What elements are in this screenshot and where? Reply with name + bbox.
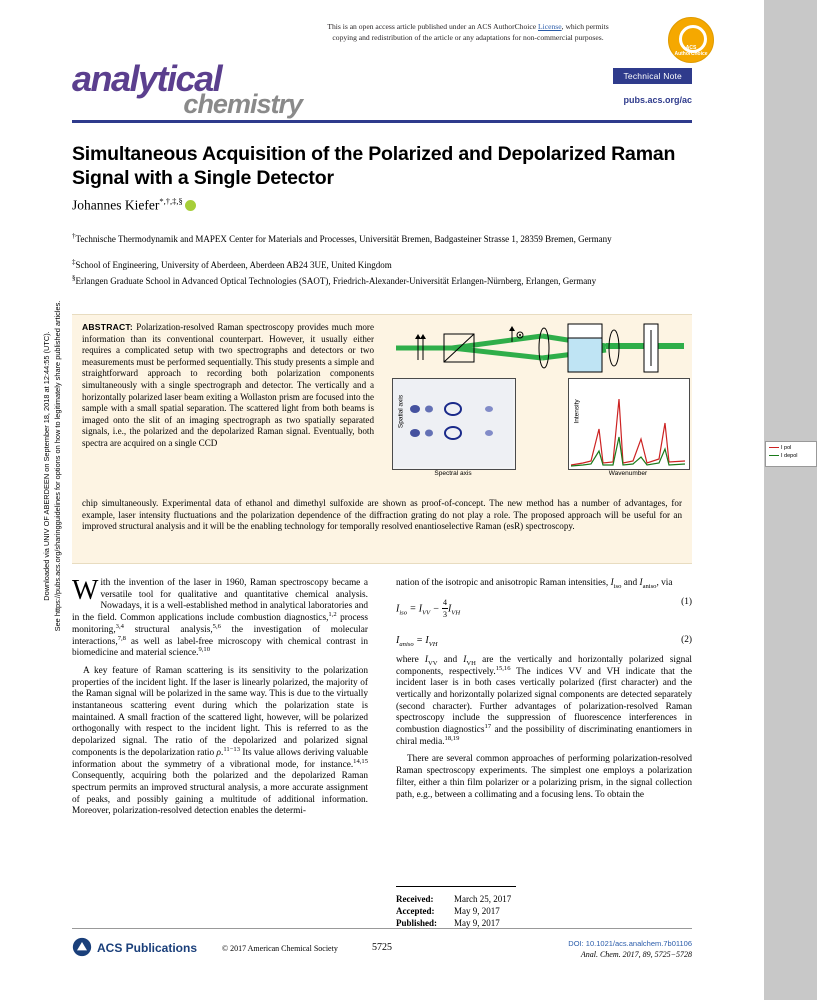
affiliation-2 bbox=[72, 256, 692, 272]
abstract-text bbox=[82, 322, 374, 450]
download-line-1: Downloaded via UNIV OF ABERDEEN on September 18, 2018 at 12:44:55 (UTC). bbox=[42, 331, 51, 601]
date-accepted-label: Accepted: bbox=[396, 906, 435, 916]
affiliation-3-mark: § bbox=[72, 274, 76, 282]
citation-text: Anal. Chem. 2017, 89, 5725−5728 bbox=[580, 950, 692, 959]
figure-right-ylabel: Intensity bbox=[573, 399, 581, 424]
date-received bbox=[396, 893, 686, 905]
page-title: Simultaneous Acquisition of the Polarized and Depolarized Raman Signal with a Single Detector bbox=[72, 143, 676, 189]
body-right-paragraph-3: There are several common approaches of performing polarization-resolved Raman spectroscopy experiments. The simplest one employs a polarization filter, either a thin film polarizer or a polarizing prism, in the signal collection path, e.g., between a collimating and a focusing lens. To obtain the bbox=[396, 754, 692, 800]
article-type-badge: Technical Note bbox=[613, 68, 692, 84]
abstract-label: ABSTRACT: bbox=[82, 322, 133, 332]
equation-2: $I_{aniso} = I_{VH}$ (2) bbox=[396, 635, 692, 649]
legend-item-pol bbox=[769, 444, 813, 452]
body-paragraph-2: A key feature of Raman scattering is its sensitivity to the polarization properties of the incident light. If the laser is linearly polarized, the majority of the Raman signal will be polarized in the same way. This is due to the virtually instantaneous scattering event during which the polarization state is maintained. A small fraction of the scattered light, however, will be polarized orthogonally with respect to the incident light. This is referred to as the depolarized signal. The ratio of the depolarized and polarized signal components is the depolarization ratio ρ.$^{11-13}$ Its value allows deriving valuable information about the symmetry of a vibrational mode, for instance.$^{14,15}$ Consequently, acquiring both the polarized and the depolarized Raman spectrum permits an improved structural analysis, a more accurate assignment of peaks, and possibly gaining a multitude of additional information. Moreover, polarization-resolved detection enables the determi- bbox=[72, 665, 368, 817]
affiliation-1-text: Technische Thermodynamik and MAPEX Center for Materials and Processes, Universität Bremen, Badgasteiner Strasse 1, 28359 Bremen, Germany bbox=[75, 234, 612, 244]
date-published-value: May 9, 2017 bbox=[454, 918, 500, 928]
body-column-right bbox=[396, 578, 692, 801]
author-name: Johannes Kiefer bbox=[72, 197, 160, 213]
optical-setup-schematic bbox=[392, 322, 688, 378]
equation-1: $I_{iso} = I_{VV}$ − $\frac{4}{3}$ $I_{VH}$ (1) bbox=[396, 596, 692, 620]
license-link[interactable]: License bbox=[538, 22, 562, 31]
figure-right-xlabel: Wavenumber bbox=[608, 470, 648, 477]
copyright-text: © 2017 American Chemical Society bbox=[222, 944, 338, 953]
body-right-paragraph-2: where $I_{VV}$ and $I_{VH}$ are the vertically and horizontally polarized signal components, respectively.$^{15,16}$ The indices VV and VH indicate that the incident laser is in both cases vertically polarized (first character) and the vertically and horizontally polarized signal components are detected separately (second character). Further advantages of polarization-resolved Raman spectroscopy include the suppression of fluorescence interferences in combustion diagnostics$^{17}$ and the possibility of discriminating enantiomers in chiral media.$^{18,19}$ bbox=[396, 654, 692, 747]
oa-line2: copying and redistribution of the article or any adaptations for non-commercial purposes. bbox=[332, 32, 604, 42]
ccd-spot-image bbox=[393, 379, 513, 467]
legend-label-depol: I depol bbox=[781, 453, 798, 459]
affiliation-2-mark: ‡ bbox=[72, 258, 76, 266]
date-published-label: Published: bbox=[396, 918, 438, 928]
legend-swatch-depol bbox=[769, 455, 779, 457]
abstract-body: Polarization-resolved Raman spectroscopy provides much more information than its conventional counterpart. However, it usually either requires a complicated setup with two spectrographs and detectors or two measurements must be performed sequentially. This study presents a simple and straightforward approach to recording both polarization components simultaneously with a single spectrograph and detector. The vertically and a horizontally polarized laser beam exiting a Wollaston prism are focused into the sample with a small spatial separation. The scattered light from both beams is imaged onto the slit of an imaging spectrograph as two spatially separated signals, i.e., the polarized and the depolarized Raman signal. Eventually, both spectra are acquired on a single CCD bbox=[82, 322, 374, 448]
toc-graphic bbox=[392, 322, 798, 490]
body-column-left bbox=[72, 575, 368, 818]
legend-swatch-pol bbox=[769, 447, 779, 449]
affiliation-3 bbox=[72, 272, 692, 288]
author-marks: *,†,‡,§ bbox=[159, 196, 183, 206]
abstract-tail: chip simultaneously. Experimental data of ethanol and dimethyl sulfoxide are shown as proof-of-concept. The new method has a number of advantages, for example, laser intensity fluctuations and the polarization dependence of the diffraction grating do not play a role. The proposed approach will be useful for an improved structural analysis and it will be the enabling technology for temporally resolved enantioselective Raman (esR) spectroscopy. bbox=[82, 498, 682, 532]
date-received-value: March 25, 2017 bbox=[454, 894, 512, 904]
ccd-image-panel bbox=[392, 378, 516, 470]
affiliation-2-text: School of Engineering, University of Aberdeen, Aberdeen AB24 3UE, United Kingdom bbox=[75, 260, 392, 270]
date-received-label: Received: bbox=[396, 894, 434, 904]
figure-left-xlabel: Spectral axis bbox=[434, 470, 472, 477]
equation-2-number: (2) bbox=[681, 635, 692, 646]
publisher-name[interactable]: ACS Publications bbox=[97, 941, 198, 955]
legend-label-pol: I pol bbox=[781, 445, 792, 451]
authorchoice-badge-label: ACS AuthorChoice bbox=[674, 45, 708, 57]
legend-item-depol bbox=[769, 452, 813, 460]
download-line-2: See https://pubs.acs.org/sharingguidelines for options on how to legitimately share published articles. bbox=[53, 300, 62, 632]
dates-divider bbox=[396, 886, 516, 887]
body-paragraph-1 bbox=[72, 575, 368, 660]
affiliation-3-text: Erlangen Graduate School in Advanced Optical Technologies (SAOT), Friedrich-Alexander-Universität Erlangen-Nürnberg, Erlangen, Germany bbox=[75, 276, 597, 286]
masthead-divider bbox=[72, 120, 692, 123]
orcid-icon[interactable] bbox=[185, 200, 196, 211]
oa-line1-post: , which permits bbox=[561, 22, 609, 31]
figure-left-ylabel: Spatial axis bbox=[397, 394, 405, 429]
oa-line1-pre: This is an open access article published under an ACS AuthorChoice bbox=[327, 22, 539, 31]
download-provenance-note bbox=[41, 296, 63, 636]
spectrum-legend bbox=[765, 441, 817, 467]
author-list bbox=[72, 196, 692, 214]
publication-dates bbox=[396, 893, 686, 929]
spectrum-panel bbox=[568, 378, 798, 470]
journal-title-word-2: chemistry bbox=[183, 89, 302, 119]
body-paragraph-1-text: ith the invention of the laser in 1960, Raman spectroscopy became a versatile tool for qualitative and quantitative chemical analysis. Nowadays, it is a well-established method in analytical laboratories and in the field. Common applications include combustion diagnostics,$^{1,2}$ process monitoring,$^{3,4}$ structural analysis,$^{5,6}$ the investigation of molecular interactions,$^{7,8}$ as well as label-free microscopy with chemical contrast in biomedicine and material science.$^{9,10}$ bbox=[72, 578, 368, 659]
acs-authorchoice-badge bbox=[668, 17, 714, 63]
doi-block bbox=[568, 938, 692, 960]
footer-divider bbox=[72, 928, 692, 929]
journal-title-word-1: analytical bbox=[72, 58, 222, 99]
journal-masthead bbox=[72, 58, 302, 119]
body-right-paragraph-1: nation of the isotropic and anisotropic Raman intensities, $I_{iso}$ and $I_{aniso}$, via bbox=[396, 578, 673, 590]
date-accepted bbox=[396, 905, 686, 917]
page-number: 5725 bbox=[372, 942, 392, 953]
open-access-banner bbox=[268, 22, 668, 43]
date-accepted-value: May 9, 2017 bbox=[454, 906, 500, 916]
doi-link[interactable]: DOI: 10.1021/acs.analchem.7b01106 bbox=[568, 939, 692, 948]
affiliation-1-mark: † bbox=[72, 232, 76, 240]
affiliation-1 bbox=[72, 230, 692, 246]
raman-spectrum-plot bbox=[569, 379, 687, 467]
equation-1-number: (1) bbox=[681, 596, 692, 607]
drop-cap: W bbox=[72, 575, 99, 606]
journal-url[interactable]: pubs.acs.org/ac bbox=[623, 95, 692, 105]
